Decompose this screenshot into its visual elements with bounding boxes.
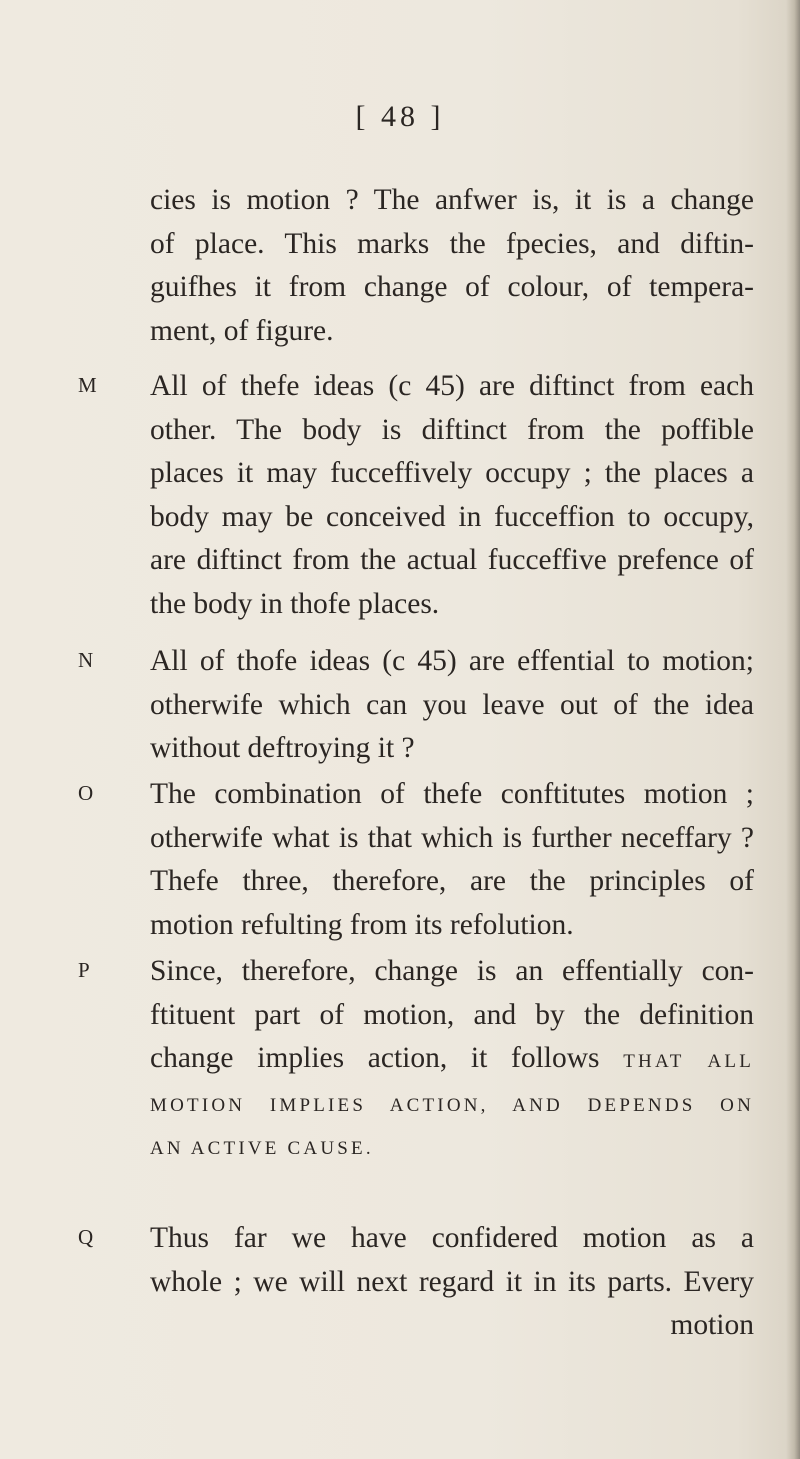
text-line: otherwife which can you leave out of the idea [150, 688, 754, 721]
text-line: whole ; we will next regard it in its parts. Every [150, 1265, 754, 1298]
text-line: places it may fucceffively occupy ; the places a [150, 457, 754, 489]
text-line: All of thofe ideas (c 45) are effential to motion; [150, 645, 754, 677]
text-line: the body in thofe places. [150, 587, 440, 620]
paragraph-marker-o: O [78, 781, 94, 805]
text-line-with-caps [150, 1037, 754, 1084]
paragraph-p [150, 950, 754, 1171]
text-line: Thus far we have confidered motion as a [150, 1222, 754, 1254]
paragraph-marker-p: P [78, 958, 90, 982]
paragraph-q [150, 1217, 754, 1348]
text-line: ftituent part of motion, and by the definition [150, 998, 754, 1031]
text-line: Since, therefore, change is an effentially con- [150, 955, 754, 987]
small-caps-fragment: THAT ALL [623, 1051, 754, 1072]
page-number: [ 48 ] [355, 100, 445, 133]
paragraph-o [150, 773, 754, 947]
page-edge-shadow [786, 0, 800, 1459]
text-line: otherwife what is that which is further neceffary ? [150, 821, 754, 854]
small-caps-line: AN ACTIVE CAUSE. [150, 1138, 374, 1159]
catchword: motion [670, 1309, 754, 1341]
text-line: body may be conceived in fucceffion to occupy, [150, 500, 754, 533]
text-line: cies is motion ? The anfwer is, it is a change [150, 184, 754, 216]
paragraph-n [150, 640, 754, 771]
paragraph-marker-m: M [78, 373, 97, 397]
paragraph-m [150, 365, 754, 626]
text-line: guifhes it from change of colour, of tempera- [150, 271, 754, 303]
text-fragment: change implies action, it follows [150, 1042, 600, 1074]
text-line: All of thefe ideas (c 45) are diftinct from each [150, 370, 754, 402]
text-line: ment, of figure. [150, 314, 334, 347]
text-line: motion refulting from its refolution. [150, 908, 574, 941]
paragraph-continuation [150, 179, 754, 353]
text-line: Thefe three, therefore, are the principles of [150, 865, 754, 897]
text-line: The combination of thefe conftitutes motion ; [150, 778, 754, 810]
text-line: without deftroying it ? [150, 732, 415, 764]
text-line: are diftinct from the actual fucceffive prefence of [150, 544, 754, 576]
paragraph-marker-n: N [78, 648, 94, 672]
text-line: other. The body is diftinct from the poffible [150, 413, 754, 446]
text-line: of place. This marks the fpecies, and diftin- [150, 227, 754, 260]
small-caps-line: MOTION IMPLIES ACTION, AND DEPENDS ON [150, 1094, 754, 1116]
paragraph-marker-q: Q [78, 1225, 94, 1249]
